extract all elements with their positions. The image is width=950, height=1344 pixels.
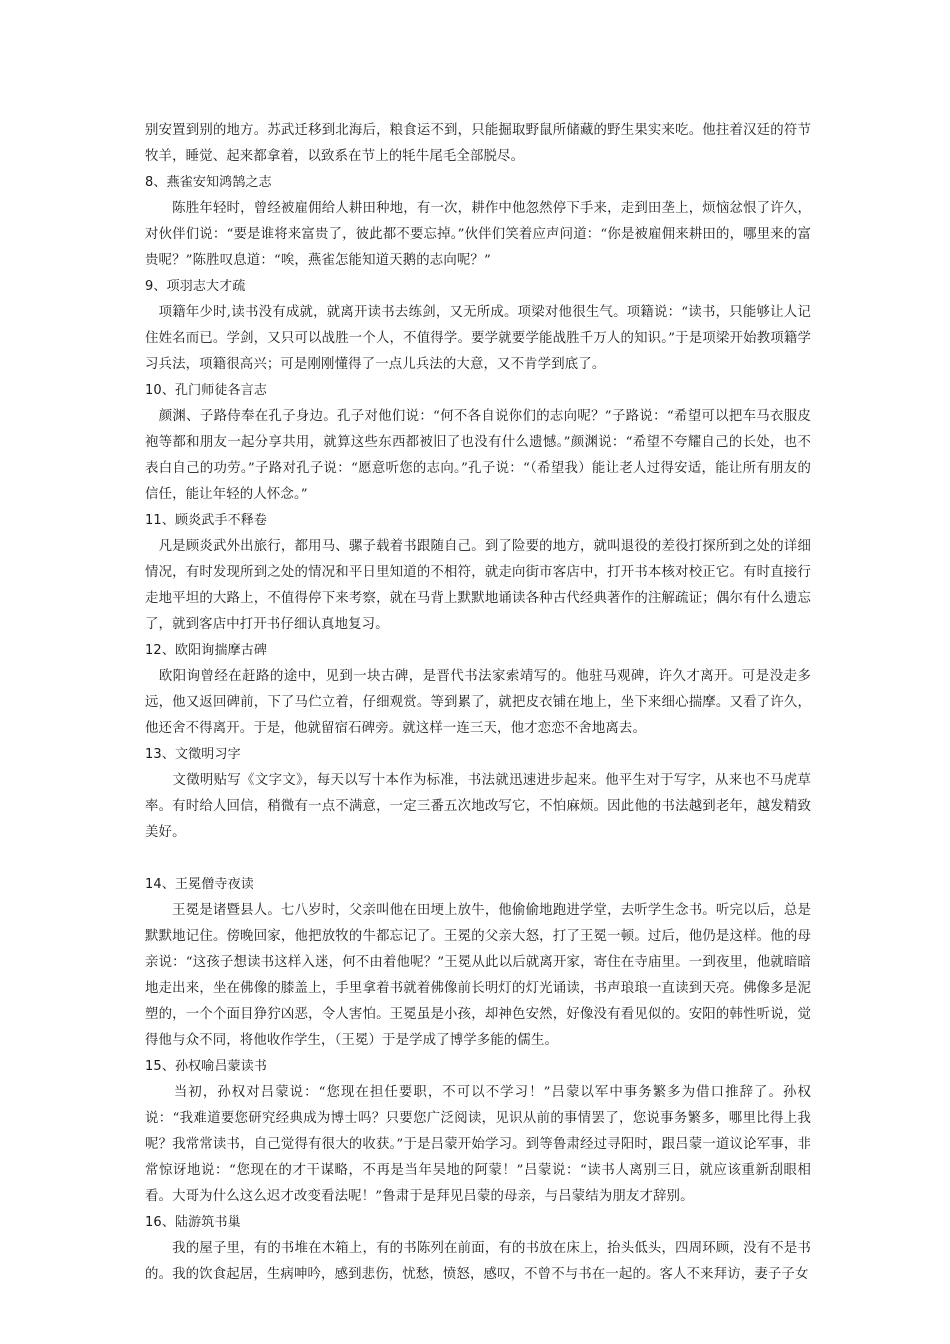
section-heading: 10、孔门师徒各言志: [145, 383, 268, 398]
document-page: [145, 118, 811, 1288]
section-heading: 15、孙权喻吕蒙读书: [145, 1059, 268, 1074]
section-body: 项籍年少时,读书没有成就，就离开读书去练剑，又无所成。项梁对他很生气。项籍说：“读书，只能够让人记住姓名而已。学剑，又只可以战胜一个人，不值得学。要学就要学能战胜千万人的知识。”于是项梁开始教项籍学习兵法，项籍很高兴；可是刚刚懂得了一点儿兵法的大意，又不肯学到底了。: [145, 305, 811, 372]
blank-line: [145, 846, 811, 872]
section-body: 文徵明贴写《文字文》，每天以写十本作为标准，书法就迅速进步起来。他平生对于写字，从来也不马虎草率。有时给人回信，稍微有一点不满意，一定三番五次地改写它，不怕麻烦。因此他的书法越到老年，越发精致美好。: [145, 773, 811, 840]
section-body: 凡是顾炎武外出旅行，都用马、骡子载着书跟随自己。到了险要的地方，就叫退役的差役打探所到之处的详细情况，有时发现所到之处的情况和平日里知道的不相符，就走向街市客店中，打开书本核对校正它。有时直接行走地平坦的大路上，不值得停下来考察，就在马背上默默地诵读各种古代经典著作的注解疏证；偶尔有什么遗忘了，就到客店中打开书仔细认真地复习。: [145, 539, 811, 632]
section-body: 王冕是诸暨县人。七八岁时，父亲叫他在田埂上放牛，他偷偷地跑进学堂，去听学生念书。听完以后，总是默默地记住。傍晚回家，他把放牧的牛都忘记了。王冕的父亲大怒，打了王冕一顿。过后，他仍是这样。他的母亲说：“这孩子想读书这样入迷，何不由着他呢？”王冕从此以后就离开家，寄住在寺庙里。一到夜里，他就暗暗地走出来，坐在佛像的膝盖上，手里拿着书就着佛像前长明灯的灯光诵读，书声琅琅一直读到天亮。佛像多是泥塑的，一个个面目狰狞凶恶，令人害怕。王冕虽是小孩，却神色安然，好像没有看见似的。安阳的韩性听说，觉得他与众不同，将他收作学生，（王冕）于是学成了博学多能的儒生。: [145, 903, 811, 1048]
section-body: 我的屋子里，有的书堆在木箱上，有的书陈列在前面，有的书放在床上，抬头低头，四周环顾，没有不是书的。我的饮食起居，生病呻吟，感到悲伤，忧愁，愤怒，感叹，不曾不与书在一起的。客人不来拜访，妻子子女: [145, 1241, 811, 1282]
section-body: 欧阳询曾经在赶路的途中，见到一块古碑，是晋代书法家索靖写的。他驻马观碑，许久才离开。可是没走多远，他又返回碑前，下了马伫立着，仔细观赏。等到累了，就把皮衣铺在地上，坐下来细心揣摩。又看了许久，他还舍不得离开。于是，他就留宿石碑旁。就这样一连三天，他才恋恋不舍地离去。: [145, 669, 811, 736]
intro-paragraph: 别安置到别的地方。苏武迁移到北海后，粮食运不到，只能掘取野鼠所储藏的野生果实来吃。他拄着汉廷的符节牧羊，睡觉、起来都拿着，以致系在节上的牦牛尾毛全部脱尽。: [145, 123, 811, 164]
section-heading: 16、陆游筑书巢: [145, 1215, 241, 1230]
section-heading: 14、王冕僧寺夜读: [145, 877, 254, 892]
section-heading: 9、项羽志大才疏: [145, 279, 246, 294]
section-body: 颜渊、子路侍奉在孔子身边。孔子对他们说：“何不各自说你们的志向呢？”子路说：“希望可以把车马衣服皮袍等都和朋友一起分享共用，就算这些东西都被旧了也没有什么遗憾。”颜渊说：“希望不夸耀自己的长处，也不表白自己的功劳。”子路对孔子说：“愿意听您的志向。”孔子说：“（希望我）能让老人过得安适，能让所有朋友的信任，能让年轻的人怀念。”: [145, 409, 811, 502]
section-heading: 12、欧阳询揣摩古碑: [145, 643, 268, 658]
section-heading: 13、文徵明习字: [145, 747, 241, 762]
section-heading: 8、燕雀安知鸿鹄之志: [145, 175, 272, 190]
section-body: 当初，孙权对吕蒙说：“您现在担任要职，不可以不学习！”吕蒙以军中事务繁多为借口推辞了。孙权说：“我难道要您研究经典成为博士吗？只要您广泛阅读，见识从前的事情罢了，您说事务繁多，哪里比得上我呢？我常常读书，自己觉得有很大的收获。”于是吕蒙开始学习。到等鲁肃经过寻阳时，跟吕蒙一道议论军事，非常惊讶地说：“您现在的才干谋略，不再是当年吴地的阿蒙！”吕蒙说：“读书人离别三日，就应该重新刮眼相看。大哥为什么这么迟才改变看法呢！”鲁肃于是拜见吕蒙的母亲，与吕蒙结为朋友才辞别。: [145, 1085, 811, 1204]
section-heading: 11、顾炎武手不释卷: [145, 513, 268, 528]
section-body: 陈胜年轻时，曾经被雇佣给人耕田种地，有一次，耕作中他忽然停下手来，走到田垄上，烦恼忿恨了许久，对伙伴们说：“要是谁将来富贵了，彼此都不要忘掉。”伙伴们笑着应声问道：“你是被雇佣来耕田的，哪里来的富贵呢？”陈胜叹息道：“唉，燕雀怎能知道天鹅的志向呢？”: [145, 201, 811, 268]
